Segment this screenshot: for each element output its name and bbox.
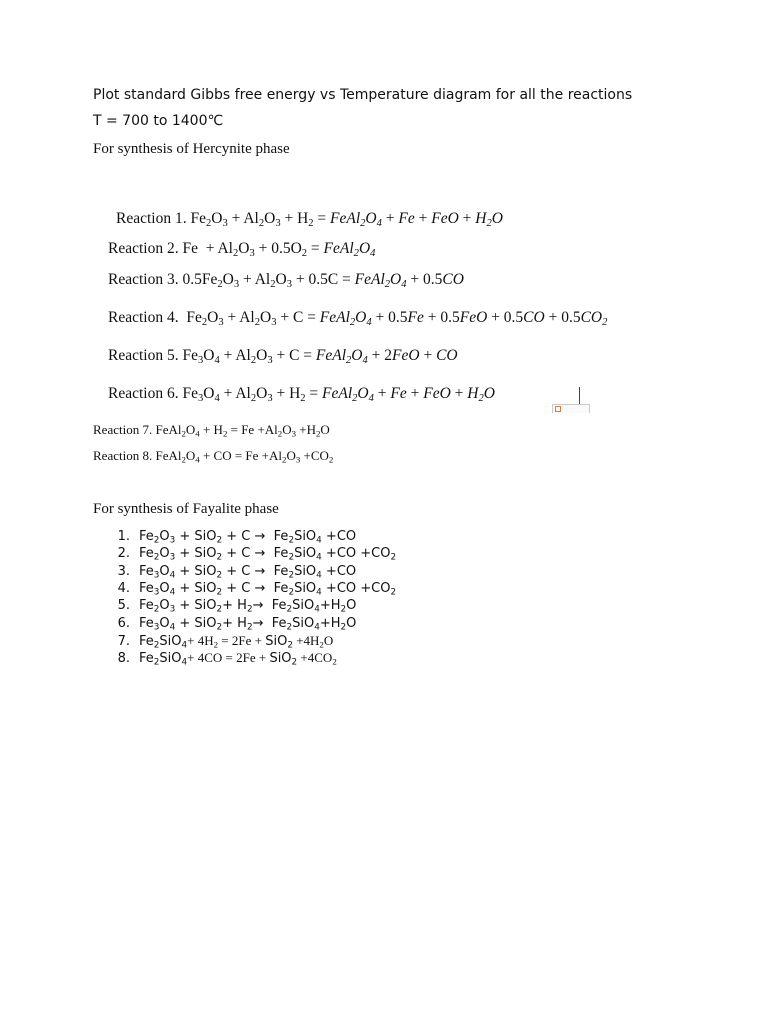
fayalite-reaction-1: 1. $Fe_2O_3 + SiO_2 + C \to Fe_2SiO_4 +CO$ xyxy=(108,529,356,544)
hercynite-reaction-2: Reaction 2. $Fe + Al_2O_3 + 0.5O_2$ = $FeAl_2O_4$ xyxy=(108,240,376,259)
hercynite-reaction-6: Reaction 6. $Fe_3O_4 + Al_2O_3 + H_2$ = $FeAl_2O_4 + Fe$ + FeO + $H_2O$ xyxy=(108,385,495,404)
object-icon xyxy=(555,406,561,412)
hercynite-reaction-5: Reaction 5. $Fe_3O_4 + Al_2O_3 + C$ = $FeAl_2O_4 + 2FeO$ + CO xyxy=(108,347,458,366)
fayalite-reaction-3: 3. $Fe_3O_4 + SiO_2 + C \to Fe_2SiO_4 +CO$ xyxy=(108,564,356,579)
fayalite-reaction-2: 2. $Fe_2O_3 + SiO_2 + C \to Fe_2SiO_4 +CO +CO_2$ xyxy=(108,546,396,561)
reaction-label: Reaction 4. xyxy=(108,309,179,326)
fayalite-reaction-4: 4. $Fe_3O_4 + SiO_2 + C \to Fe_2SiO_4 +CO +CO_2$ xyxy=(108,581,396,596)
text-cursor xyxy=(579,387,580,404)
hercynite-reaction-1: Reaction 1. $Fe_2O_3 + Al_2O_3 + H_2$ = $FeAl_2O_4 + Fe$ + FeO + $H_2O$ xyxy=(116,210,503,229)
fayalite-reaction-5: 5. $Fe_2O_3 + SiO_2+ H_2\to Fe_2SiO_4+H_2O$ xyxy=(108,598,356,613)
reaction-label: Reaction 1. xyxy=(116,210,187,227)
list-number: 1. xyxy=(117,529,130,544)
reaction-label: Reaction 6. xyxy=(108,385,179,402)
fayalite-heading: For synthesis of Fayalite phase xyxy=(93,501,279,517)
fayalite-reaction-8: 8. $Fe_2SiO_4+ 4CO = 2Fe + SiO_2 +4CO_2$ xyxy=(108,650,337,666)
reaction-label: Reaction 8. xyxy=(93,448,153,463)
list-number: 2. xyxy=(117,546,130,561)
list-number: 5. xyxy=(117,598,130,613)
reaction-label: Reaction 3. xyxy=(108,271,179,288)
list-number: 8. xyxy=(117,651,130,666)
list-number: 4. xyxy=(117,581,130,596)
hercynite-reaction-4: Reaction 4. $Fe_2O_3 + Al_2O_3 + C$ = $FeAl_2O_4 + 0.5Fe + 0.5FeO + 0.5CO + 0.5CO_2$ xyxy=(108,309,608,328)
list-number: 6. xyxy=(117,616,130,631)
list-number: 3. xyxy=(117,564,130,579)
hercynite-reaction-8: Reaction 8. $FeAl_2O_4$ + CO = $Fe +Al_2O_3 +CO_2$ xyxy=(93,448,334,465)
hercynite-reaction-7: Reaction 7. $FeAl_2O_4 + H_2 = Fe +Al_2O_3 +H_2O$ xyxy=(93,422,330,439)
page-title: Plot standard Gibbs free energy vs Temperature diagram for all the reactions xyxy=(93,87,633,103)
hercynite-heading: For synthesis of Hercynite phase xyxy=(93,141,290,157)
reaction-label: Reaction 7. xyxy=(93,422,153,437)
embedded-object-handle[interactable] xyxy=(552,404,590,413)
reaction-label: Reaction 5. xyxy=(108,347,179,364)
fayalite-reaction-6: 6. $Fe_3O_4 + SiO_2+ H_2\to Fe_2SiO_4+H_2O$ xyxy=(108,616,356,631)
list-number: 7. xyxy=(117,634,130,649)
fayalite-reaction-7: 7. $Fe_2SiO_4+ 4H_2 = 2Fe + SiO_2 +4H_2O$ xyxy=(108,633,333,649)
reaction-label: Reaction 2. xyxy=(108,240,179,257)
temperature-range: T = 700 to 1400℃ xyxy=(93,113,224,129)
hercynite-reaction-3: Reaction 3. $0.5Fe_2O_3 + Al_2O_3 + 0.5C$ = $FeAl_2O_4 + 0.5CO$ xyxy=(108,271,464,290)
